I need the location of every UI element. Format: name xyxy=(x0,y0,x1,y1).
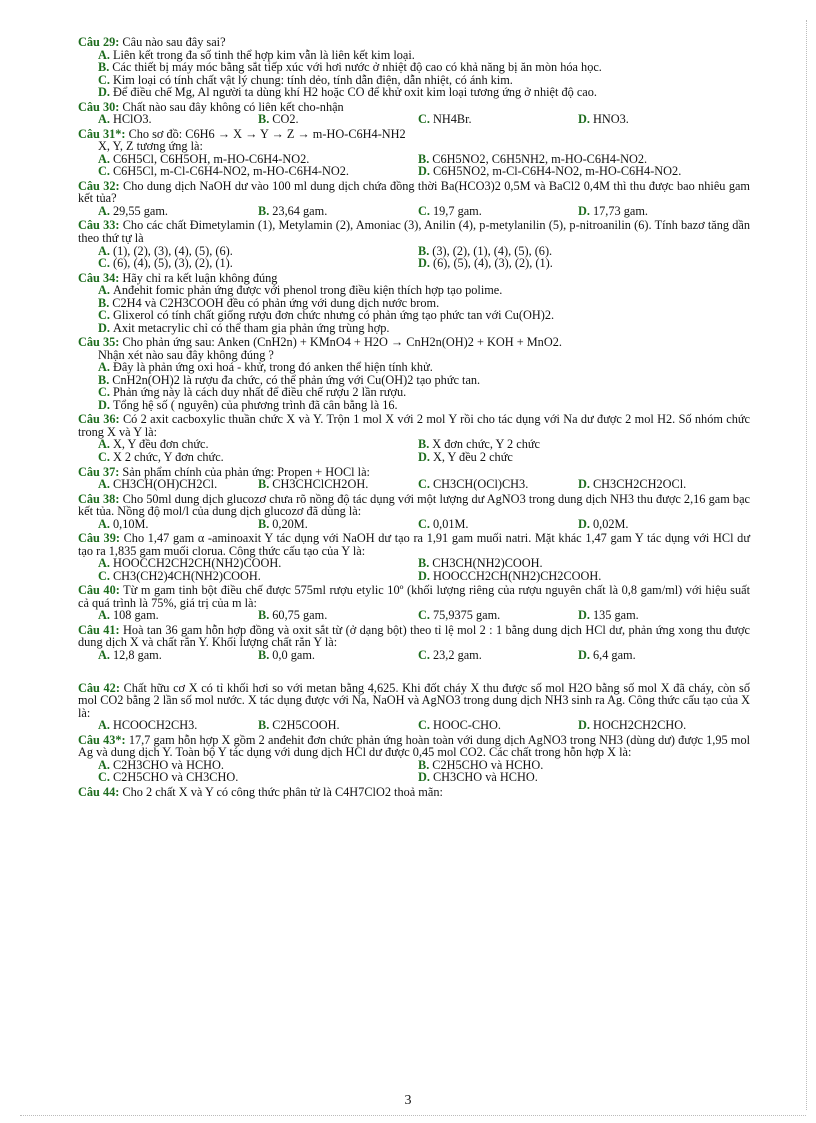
option-letter: A. xyxy=(98,360,110,375)
answer-option[interactable] xyxy=(578,113,738,126)
question-block xyxy=(78,624,750,662)
answer-option[interactable] xyxy=(258,518,418,531)
question-number: Câu 30: xyxy=(78,99,120,114)
option-letter: C. xyxy=(98,72,110,87)
answer-option[interactable] xyxy=(98,719,258,732)
question-text: Cho phản ứng sau: Anken (CnH2n) + KMnO4 + H2O → CnH2n(OH)2 + KOH + MnO2. xyxy=(122,335,562,350)
option-text: HOCH2CH2CHO. xyxy=(592,718,687,733)
option-text: 17,73 gam. xyxy=(592,203,648,218)
option-text: X, Y đều 2 chức xyxy=(432,450,513,464)
option-text: Axit metacrylic chỉ có thể tham gia phản ứng trùng hợp. xyxy=(112,320,390,335)
option-text: C2H3CHO và HCHO. xyxy=(112,757,224,772)
answer-option[interactable] xyxy=(98,649,258,662)
option-letter: C. xyxy=(98,164,110,179)
option-text: CH3CHO và HCHO. xyxy=(432,770,538,785)
options-row xyxy=(78,451,750,464)
question-text: Cho 50ml dung dịch glucozơ chưa rõ nồng độ tác dụng với một lượng dư AgNO3 trong dung dịch NH3 thu được 2,16 gam bạc kết tủa. Nồng độ mol/l của dung dịch glucozơ đã dùng là: xyxy=(78,491,751,519)
answer-option[interactable] xyxy=(98,570,418,583)
answer-option[interactable] xyxy=(98,771,418,784)
question-page xyxy=(78,36,750,800)
option-letter: C. xyxy=(418,718,430,733)
options-row xyxy=(78,113,750,126)
answer-option[interactable] xyxy=(78,399,750,412)
option-text: 135 gam. xyxy=(592,608,639,623)
question-text: 17,7 gam hỗn hợp X gồm 2 anđehit đơn chức phản ứng hoàn toàn với dung dịch AgNO3 trong NH3 (dùng dư) được 1,95 mol Ag và dung dịch Y. Toàn bộ Y tác dụng với dung dịch HCl dư được 0,45 mol CO2. Các chất trong hỗn hợp X là: xyxy=(78,732,751,760)
question-block xyxy=(78,532,750,582)
answer-option[interactable] xyxy=(578,205,738,218)
question-block xyxy=(78,466,750,491)
option-text: 75,9375 gam. xyxy=(432,608,501,623)
question-number: Câu 37: xyxy=(78,464,120,479)
page-border-bottom xyxy=(20,1115,806,1117)
option-text: CH3CH(OCl)CH3. xyxy=(432,477,529,492)
question-text: Cho các chất Đimetylamin (1), Metylamin (2), Amoniac (3), Anilin (4), p-metylanilin (5), p-nitroanilin (6). Tính bazơ tăng dần theo thứ tự là xyxy=(78,218,750,245)
option-text: 0,20M. xyxy=(272,516,308,531)
answer-option[interactable] xyxy=(258,719,418,732)
answer-option[interactable] xyxy=(578,649,738,662)
question-number: Câu 34: xyxy=(78,270,120,285)
question-number: Câu 36: xyxy=(78,412,120,427)
question-text: Cho dung dịch NaOH dư vào 100 ml dung dịch chứa đồng thời Ba(HCO3)2 0,5M và BaCl2 0,4M thì thu được bao nhiêu gam kết tủa? xyxy=(78,178,750,206)
question-text: Hãy chỉ ra kết luận không đúng xyxy=(122,270,278,285)
option-letter: A. xyxy=(98,647,110,662)
option-text: C6H5NO2, m-Cl-C6H4-NO2, m-HO-C6H4-NO2. xyxy=(432,164,682,179)
answer-option[interactable] xyxy=(258,478,418,491)
options-row xyxy=(78,165,750,178)
answer-option[interactable] xyxy=(258,205,418,218)
option-letter: C. xyxy=(98,568,110,583)
question-text: Hoà tan 36 gam hỗn hợp đồng và oxit sắt từ (ở dạng bột) theo tỉ lệ mol 2 : 1 bằng dung dịch HCl dư, phản ứng xong thu được dung dịch X và chất rắn Y. Khối lượng chất rắn Y là: xyxy=(78,622,750,650)
option-letter: A. xyxy=(98,283,110,298)
question-stem xyxy=(78,101,750,114)
question-number: Câu 33: xyxy=(78,218,120,233)
option-letter: B. xyxy=(418,151,430,166)
question-text: Có 2 axit cacboxylic thuần chức X và Y. Trộn 1 mol X với 2 mol Y rồi cho tác dụng với Na dư được 2 mol H2. Số nhóm chức trong X và Y là: xyxy=(78,412,750,439)
question-block xyxy=(78,413,750,463)
answer-option[interactable] xyxy=(418,518,578,531)
option-letter: B. xyxy=(98,60,110,75)
question-block xyxy=(78,272,750,335)
option-text: 0,0 gam. xyxy=(272,647,315,662)
answer-option[interactable] xyxy=(98,478,258,491)
question-text: Câu nào sau đây sai? xyxy=(122,35,226,49)
option-letter: B. xyxy=(258,516,270,531)
option-text: C2H5CHO và HCHO. xyxy=(432,757,544,772)
option-letter: D. xyxy=(418,450,430,464)
page-number: 3 xyxy=(404,1093,412,1108)
option-letter: A. xyxy=(98,556,110,571)
option-letter: B. xyxy=(258,608,270,623)
answer-option[interactable] xyxy=(98,165,418,178)
option-letter: B. xyxy=(258,203,270,218)
option-letter: D. xyxy=(578,647,590,662)
option-text: 108 gam. xyxy=(112,608,159,623)
answer-option[interactable] xyxy=(418,165,738,178)
option-text: 6,4 gam. xyxy=(592,647,636,662)
option-letter: A. xyxy=(98,243,110,258)
option-text: CH3CHClCH2OH. xyxy=(272,477,369,492)
spacer xyxy=(78,664,750,682)
option-text: (3), (2), (1), (4), (5), (6). xyxy=(432,243,553,258)
option-text: Liên kết trong đa số tinh thể hợp kim vẫn là liên kết kim loại. xyxy=(112,47,415,62)
question-number: Câu 38: xyxy=(78,491,120,506)
question-block xyxy=(78,336,750,411)
question-number: Câu 41: xyxy=(78,622,120,637)
option-letter: B. xyxy=(258,112,270,127)
question-text: Cho 1,47 gam α -aminoaxit Y tác dụng với NaOH dư tạo ra 1,91 gam muối natri. Mặt khác 1,47 gam Y tác dụng với HCl dư tạo ra 1,835 gam muối clorua. Công thức cấu tạo của Y là: xyxy=(78,531,750,558)
option-text: Tổng hệ số ( nguyên) của phương trình đã cân bằng là 16. xyxy=(112,397,398,412)
question-number: Câu 44: xyxy=(78,784,120,799)
options-row xyxy=(78,518,750,531)
option-text: HCOOCH2CH3. xyxy=(112,718,198,733)
answer-option[interactable] xyxy=(418,205,578,218)
option-text: Để điều chế Mg, Al người ta dùng khí H2 hoặc CO để khử oxit kim loại tương ứng ở nhiệt độ cao. xyxy=(112,85,597,100)
option-letter: D. xyxy=(578,112,590,127)
options-row xyxy=(78,570,750,583)
option-letter: C. xyxy=(98,256,110,271)
answer-option[interactable] xyxy=(78,322,750,335)
option-text: Kim loại có tính chất vật lý chung: tính dẻo, tính dẫn điện, dẫn nhiệt, có ánh kim. xyxy=(112,72,513,87)
option-text: HOOCCH2CH(NH2)CH2COOH. xyxy=(432,568,602,583)
option-letter: B. xyxy=(418,437,430,452)
option-text: (6), (4), (5), (3), (2), (1). xyxy=(112,256,233,271)
option-text: (1), (2), (3), (4), (5), (6). xyxy=(112,243,233,258)
option-text: C2H5CHO và CH3CHO. xyxy=(112,770,239,785)
option-letter: C. xyxy=(98,308,110,323)
option-text: CH3CH(NH2)COOH. xyxy=(432,556,543,571)
option-text: CH3CH(OH)CH2Cl. xyxy=(112,477,218,492)
answer-option[interactable] xyxy=(258,113,418,126)
options-row xyxy=(78,609,750,622)
question-block xyxy=(78,493,750,531)
option-letter: A. xyxy=(98,608,110,623)
question-stem xyxy=(78,336,750,349)
option-text: CH3CH2CH2OCl. xyxy=(592,477,687,492)
option-text: 23,2 gam. xyxy=(432,647,482,662)
option-letter: C. xyxy=(418,516,430,531)
option-letter: A. xyxy=(98,437,110,452)
option-letter: A. xyxy=(98,477,110,492)
question-stem xyxy=(78,493,750,518)
option-letter: C. xyxy=(98,450,110,464)
question-text: Từ m gam tinh bột điều chế được 575ml rượu etylic 10º (khối lượng riêng của rượu nguyên chất là 0,8 gam/ml) với hiệu suất cả quá trình là 75%, giá trị của m là: xyxy=(78,583,750,610)
option-letter: C. xyxy=(418,647,430,662)
option-text: NH4Br. xyxy=(432,112,472,127)
question-block xyxy=(78,584,750,622)
option-letter: B. xyxy=(98,295,110,310)
option-letter: D. xyxy=(418,164,430,179)
answer-option[interactable] xyxy=(98,205,258,218)
option-letter: C. xyxy=(418,477,430,492)
answer-option[interactable] xyxy=(258,649,418,662)
option-letter: D. xyxy=(418,770,430,785)
option-letter: D. xyxy=(578,203,590,218)
option-letter: A. xyxy=(98,203,110,218)
option-text: Anđehit fomic phản ứng được với phenol trong điều kiện thích hợp tạo polime. xyxy=(112,283,503,298)
question-stem xyxy=(78,413,750,438)
question-stem xyxy=(78,532,750,557)
option-text: HNO3. xyxy=(592,112,629,127)
answer-option[interactable] xyxy=(578,478,738,491)
option-text: 60,75 gam. xyxy=(272,608,328,623)
option-letter: C. xyxy=(418,608,430,623)
option-text: C6H5Cl, C6H5OH, m-HO-C6H4-NO2. xyxy=(112,151,310,166)
option-letter: D. xyxy=(98,85,110,100)
option-text: CnH2n(OH)2 là rượu đa chức, có thể phản ứng với Cu(OH)2 tạo phức tan. xyxy=(112,372,481,387)
option-text: Đây là phản ứng oxi hoá - khử, trong đó anken thể hiện tính khử. xyxy=(112,360,433,375)
answer-option[interactable] xyxy=(258,609,418,622)
answer-option[interactable] xyxy=(98,257,418,270)
question-number: Câu 43*: xyxy=(78,732,126,747)
option-text: Phản ứng này là cách duy nhất để điều chế rượu 2 lần rượu. xyxy=(112,385,407,400)
option-text: 29,55 gam. xyxy=(112,203,168,218)
question-text: Cho sơ đồ: C6H6 → X → Y → Z → m-HO-C6H4-NH2 xyxy=(128,126,406,141)
question-number: Câu 40: xyxy=(78,583,120,598)
option-text: 12,8 gam. xyxy=(112,647,162,662)
option-letter: B. xyxy=(258,477,270,492)
options-row xyxy=(78,478,750,491)
question-number: Câu 31*: xyxy=(78,126,126,141)
option-text: C6H5NO2, C6H5NH2, m-HO-C6H4-NO2. xyxy=(432,151,648,166)
answer-option[interactable] xyxy=(98,609,258,622)
option-text: HOOC-CHO. xyxy=(432,718,501,733)
question-block xyxy=(78,734,750,784)
option-letter: B. xyxy=(418,757,430,772)
answer-option[interactable] xyxy=(418,570,738,583)
answer-option[interactable] xyxy=(578,609,738,622)
question-text: Chất nào sau đây không có liên kết cho-nhận xyxy=(122,99,344,114)
option-letter: A. xyxy=(98,112,110,127)
question-text: Chất hữu cơ X có tỉ khối hơi so với metan bằng 4,625. Khi đốt cháy X thu được số mol H2O bằng số mol X đã cháy, còn số mol CO2 bằng 2 lần số mol nước. X tác dụng được với Na, NaOH và AgNO3 trong dung dịch NH3 sinh ra Ag. Công thức cấu tạo của X là: xyxy=(78,680,750,720)
option-text: 23,64 gam. xyxy=(272,203,328,218)
question-block xyxy=(78,36,750,99)
question-number: Câu 39: xyxy=(78,531,120,546)
option-text: HClO3. xyxy=(112,112,152,127)
options-row xyxy=(78,257,750,270)
option-letter: A. xyxy=(98,718,110,733)
option-letter: A. xyxy=(98,151,110,166)
option-letter: D. xyxy=(578,477,590,492)
question-stem xyxy=(78,219,750,244)
answer-option[interactable] xyxy=(418,478,578,491)
question-stem xyxy=(78,624,750,649)
answer-option[interactable] xyxy=(418,113,578,126)
option-text: HOOCCH2CH2CH(NH2)COOH. xyxy=(112,556,282,571)
option-text: 0,10M. xyxy=(112,516,149,531)
option-text: CO2. xyxy=(272,112,299,127)
option-letter: D. xyxy=(578,608,590,623)
option-letter: D. xyxy=(578,718,590,733)
option-text: C6H5Cl, m-Cl-C6H4-NO2, m-HO-C6H4-NO2. xyxy=(112,164,349,179)
option-letter: D. xyxy=(418,256,430,271)
option-letter: A. xyxy=(98,47,110,62)
question-stem xyxy=(78,734,750,759)
answer-option[interactable] xyxy=(418,451,738,464)
option-letter: B. xyxy=(258,718,270,733)
options-row xyxy=(78,649,750,662)
option-text: Các thiết bị máy móc bằng sắt tiếp xúc với hơi nước ở nhiệt độ cao có khả năng bị ăn mòn hóa học. xyxy=(112,60,602,75)
answer-option[interactable] xyxy=(578,719,738,732)
option-letter: A. xyxy=(98,516,110,531)
question-subtext: Nhận xét nào sau đây không đúng ? xyxy=(98,347,274,362)
answer-option[interactable] xyxy=(98,518,258,531)
option-letter: A. xyxy=(98,757,110,772)
options-row xyxy=(78,205,750,218)
question-text: Cho 2 chất X và Y có công thức phân tử là C4H7ClO2 thoả mãn: xyxy=(122,784,443,799)
option-text: CH3(CH2)4CH(NH2)COOH. xyxy=(112,568,261,583)
option-letter: C. xyxy=(98,770,110,785)
question-block xyxy=(78,786,750,799)
question-block xyxy=(78,180,750,218)
answer-option[interactable] xyxy=(418,649,578,662)
answer-option[interactable] xyxy=(98,451,418,464)
option-letter: D. xyxy=(418,568,430,583)
question-stem xyxy=(78,180,750,205)
option-text: 0,02M. xyxy=(592,516,629,531)
option-text: X đơn chức, Y 2 chức xyxy=(432,437,540,452)
option-letter: B. xyxy=(418,243,430,258)
question-block xyxy=(78,101,750,126)
page-border-right xyxy=(806,20,808,1110)
question-subtext: X, Y, Z tương ứng là: xyxy=(98,139,203,154)
option-letter: D. xyxy=(578,516,590,531)
question-text: Sản phẩm chính của phản ứng: Propen + HOCl là: xyxy=(122,464,370,479)
option-letter: D. xyxy=(98,320,110,335)
option-text: C2H5COOH. xyxy=(272,718,340,733)
option-letter: C. xyxy=(98,385,110,400)
option-letter: C. xyxy=(418,112,430,127)
question-stem xyxy=(78,786,750,799)
option-letter: B. xyxy=(258,647,270,662)
option-text: 0,01M. xyxy=(432,516,469,531)
answer-option[interactable] xyxy=(78,86,750,99)
question-stem xyxy=(78,682,750,720)
question-number: Câu 42: xyxy=(78,680,120,695)
question-number: Câu 29: xyxy=(78,35,120,49)
answer-option[interactable] xyxy=(578,518,738,531)
option-text: C2H4 và C2H3COOH đều có phản ứng với dung dịch nước brom. xyxy=(112,295,440,310)
question-block xyxy=(78,128,750,178)
option-text: (6), (5), (4), (3), (2), (1). xyxy=(432,256,553,271)
answer-option[interactable] xyxy=(418,257,738,270)
answer-option[interactable] xyxy=(418,719,578,732)
option-letter: C. xyxy=(418,203,430,218)
option-text: X, Y đều đơn chức. xyxy=(112,437,209,452)
answer-option[interactable] xyxy=(418,609,578,622)
option-letter: D. xyxy=(98,397,110,412)
option-text: 19,7 gam. xyxy=(432,203,482,218)
answer-option[interactable] xyxy=(418,771,738,784)
option-letter: B. xyxy=(418,556,430,571)
option-text: Glixerol có tính chất giống rượu đơn chức nhưng có phản ứng tạo phức tan với Cu(OH)2. xyxy=(112,308,555,323)
answer-option[interactable] xyxy=(98,113,258,126)
options-row xyxy=(78,719,750,732)
question-number: Câu 35: xyxy=(78,335,120,350)
question-number: Câu 32: xyxy=(78,178,120,193)
question-block xyxy=(78,219,750,269)
option-text: X 2 chức, Y đơn chức. xyxy=(112,450,224,464)
question-stem xyxy=(78,584,750,609)
options-row xyxy=(78,771,750,784)
question-block xyxy=(78,682,750,732)
option-letter: B. xyxy=(98,372,110,387)
